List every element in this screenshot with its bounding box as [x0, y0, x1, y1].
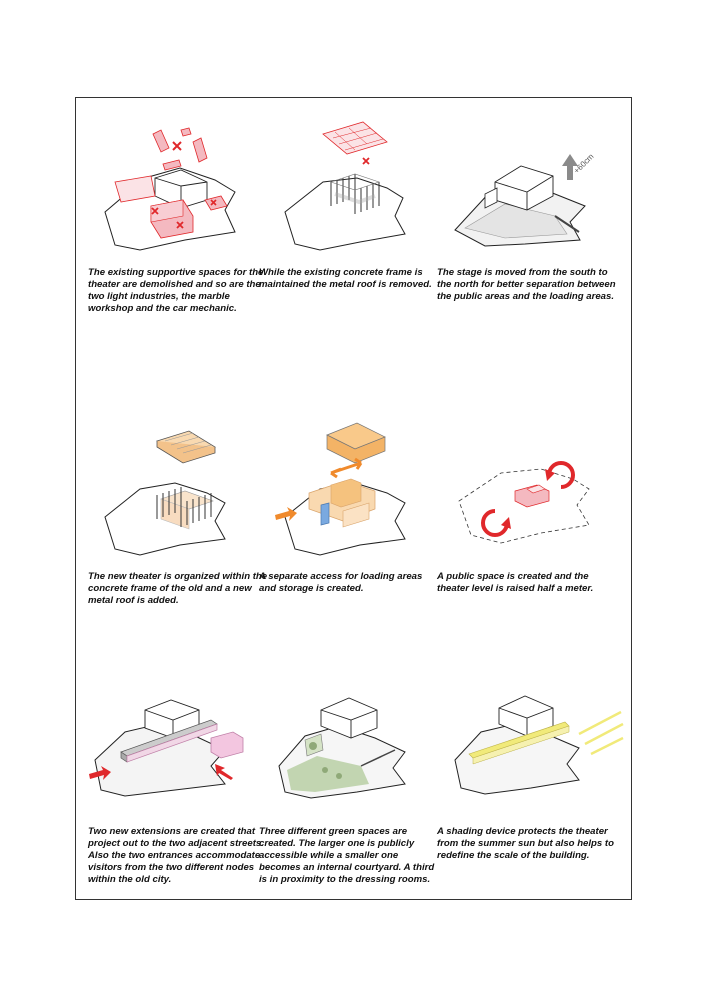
diagram-panel-2 — [265, 120, 445, 260]
caption-4: The new theater is organized within the concrete frame of the old and a new metal roof is added. — [88, 571, 268, 606]
public-space-diagram — [445, 415, 625, 565]
diagram-panel-4 — [85, 415, 265, 565]
caption-2: While the existing concrete frame is maintained the metal roof is removed. — [259, 267, 432, 290]
caption-3: The stage is moved from the south to the north for better separation between the public areas and the loading areas. — [437, 267, 616, 302]
roof-removal-diagram — [265, 120, 445, 260]
diagram-panel-6 — [445, 415, 625, 565]
caption-8: Three different green spaces are created. The larger one is publicly accessible while a smaller one becomes an internal courtyard. A third is in proximity to the dressing rooms. — [259, 826, 435, 885]
green-spaces-diagram — [265, 680, 445, 820]
new-theater-diagram — [85, 415, 265, 565]
height-annotation: +60cm — [572, 151, 596, 176]
diagram-panel-1 — [85, 120, 265, 260]
caption-7: Two new extensions are created that project out to the two adjacent streets. Also the two entrances accommodate visitors from the two different nodes within the old city. — [88, 826, 264, 885]
diagram-panel-8 — [265, 680, 445, 820]
caption-1: The existing supportive spaces for the theater are demolished and so are the two light industries, the marble workshop and the car mechanic. — [88, 267, 264, 314]
demolition-diagram — [85, 120, 265, 260]
caption-6: A public space is created and the theater level is raised half a meter. — [437, 571, 594, 594]
caption-9: A shading device protects the theater from the summer sun but also helps to redefine the scale of the building. — [437, 826, 614, 861]
loading-access-diagram — [265, 415, 445, 565]
caption-5: A separate access for loading areas and storage is created. — [259, 571, 423, 594]
diagram-panel-5 — [265, 415, 445, 565]
diagram-panel-3 — [445, 120, 625, 260]
extensions-diagram — [85, 680, 265, 820]
diagram-panel-7 — [85, 680, 265, 820]
stage-moved-diagram — [445, 120, 625, 260]
shading-device-diagram — [445, 680, 625, 820]
diagram-panel-9 — [445, 680, 625, 820]
